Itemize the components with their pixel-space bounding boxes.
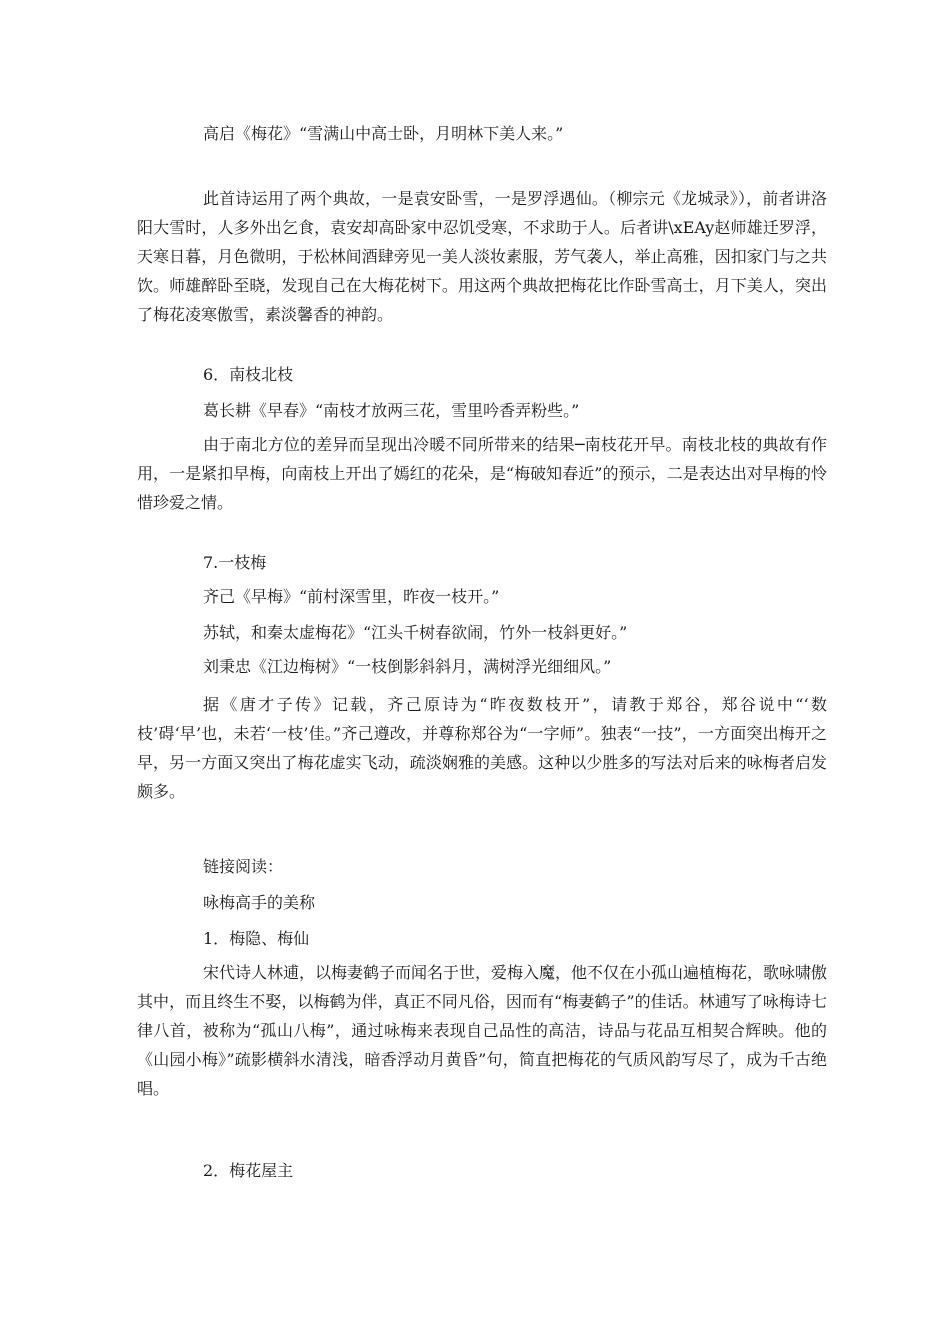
paragraph-qiji-poem: 齐己《早梅》“前村深雪里，昨夜一枝开。” <box>203 587 500 606</box>
paragraph-yizishi-story: 据《唐才子传》记载，齐己原诗为“昨夜数枝开”，请教于郑谷，郑谷说中“‘数枝’碍‘早’也，未若‘一枝’佳。”齐己遵改，并尊称郑谷为“一字师”。独表“一技”，一方面突出梅开之早，另一方面又突出了梅花虚实飞动，疏淡娴雅的美感。这种以少胜多的写法对后来的咏梅者启发颇多。 <box>137 695 827 801</box>
paragraph-south-north-explanation: 由于南北方位的差异而呈现出冷暖不同所带来的结果─南枝花开早。南枝北枝的典故有作用，一是紧扣早梅，向南枝上开出了嫣红的花朵，是“梅破知春近”的预示，二是表达出对早梅的怜惜珍爱之情。 <box>137 435 827 512</box>
link-reading-label: 链接阅读： <box>203 857 284 876</box>
section-heading-meihua-wuzhu: 2．梅花屋主 <box>203 1161 294 1180</box>
paragraph-gaoqi-poem: 高启《梅花》“雪满山中高士卧，月明林下美人来。” <box>203 124 564 143</box>
subsection-title: 咏梅高手的美称 <box>203 893 316 912</box>
paragraph-ge-poem: 葛长耕《早春》“南枝才放两三花，雪里吟香弄粉些。” <box>203 401 580 420</box>
section-heading-yizhimei: 7.一枝梅 <box>203 553 267 572</box>
section-heading-nanzhi-beizhi: 6．南枝北枝 <box>203 365 294 384</box>
paragraph-sushi-poem: 苏轼，和秦太虚梅花》“江头千树春欲闹，竹外一枝斜更好。” <box>203 623 628 642</box>
paragraph-linbu: 宋代诗人林逋，以梅妻鹤子而闻名于世，爱梅入魔，他不仅在小孤山遍植梅花，歌咏啸傲其中，而且终生不娶，以梅鹤为伴，真正不同凡俗，因而有“梅妻鹤子”的佳话。林逋写了咏梅诗七律八首，被称为“孤山八梅”，通过咏梅来表现自己品性的高洁，诗品与花品互相契合辉映。他的《山园小梅》”疏影横斜水清浅，暗香浮动月黄昏”句，简直把梅花的气质风韵写尽了，成为千古绝唱。 <box>137 963 828 1098</box>
paragraph-allusion-explanation: 此首诗运用了两个典故，一是袁安卧雪，一是罗浮遇仙。（柳宗元《龙城录》），前者讲洛阳大雪时，人多外出乞食，袁安却高卧家中忍饥受寒，不求助于人。后者讲\xEAy赵师雄迁罗浮，天寒日暮，月色微明，于松林间酒肆旁见一美人淡妆素服，芳气袭人，举止高雅，因扣家门与之共饮。师雄醉卧至晓，发现自己在大梅花树下。用这两个典故把梅花比作卧雪高士，月下美人，突出了梅花凌寒傲雪，素淡馨香的神韵。 <box>137 189 827 324</box>
section-heading-meiyin-meixian: 1．梅隐、梅仙 <box>203 929 310 948</box>
paragraph-liu-poem: 刘秉忠《江边梅树》“一枝倒影斜斜月，满树浮光细细风。” <box>203 657 612 676</box>
